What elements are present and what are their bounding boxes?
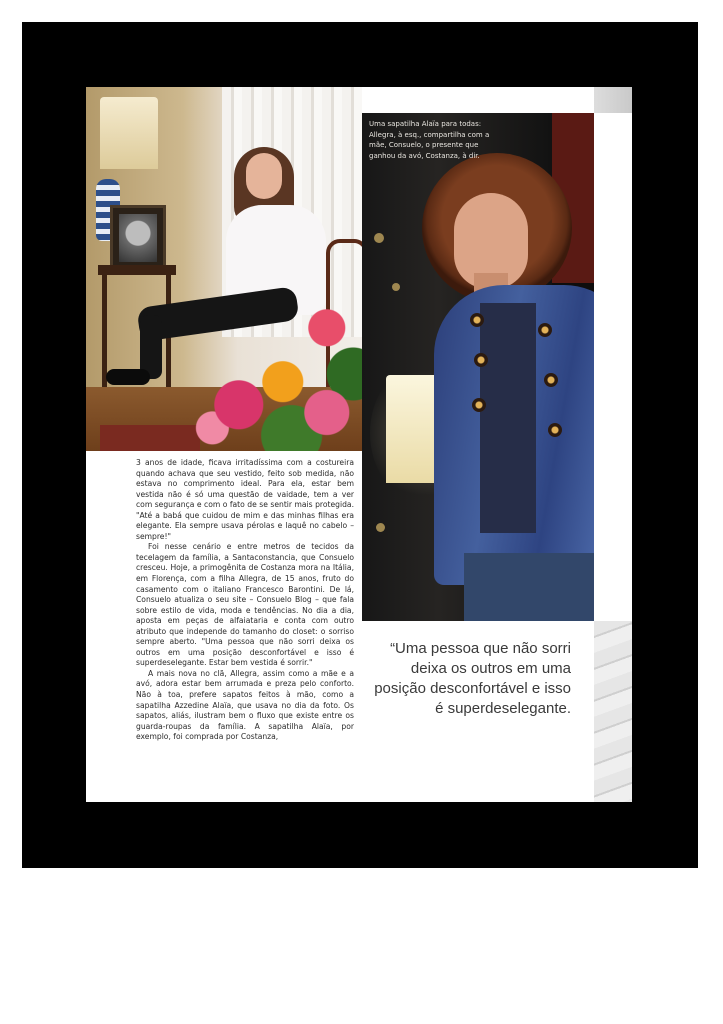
jacket-embroidery bbox=[548, 423, 562, 437]
body-paragraph: 3 anos de idade, ficava irritadíssima com a costureira quando achava que seu vestido, feito sob medida, não estava no comprimento ideal. Para ela, estar bem vestida não é só uma questão de vaidade, tem a ver com segurança e com o fato de se sentir mais protegida. "Até a babá que cuidou de mim e das minhas filhas era elegante. Ela sempre usava pérolas e laquê no cabelo – sempre!" bbox=[136, 458, 354, 541]
jacket-embroidery bbox=[544, 373, 558, 387]
strip-top-shade bbox=[594, 87, 632, 113]
photo-caption: Uma sapatilha Alaïa para todas: Allegra, à esq., compartilha com a mãe, Consuelo, o presente que ganhou da avó, Costanza, à dir. bbox=[369, 120, 490, 160]
side-table bbox=[98, 265, 176, 275]
wall-lamp bbox=[100, 97, 158, 169]
dark-shirt bbox=[480, 303, 536, 533]
jacket-embroidery bbox=[470, 313, 484, 327]
screen-flower bbox=[376, 523, 385, 532]
framed-portrait bbox=[110, 205, 166, 273]
marble-texture bbox=[594, 621, 632, 802]
jacket-embroidery bbox=[474, 353, 488, 367]
screen-flower bbox=[392, 283, 400, 291]
screen-flower bbox=[374, 233, 384, 243]
body-paragraph: A mais nova no clã, Allegra, assim como a mãe e a avó, adora estar bem arrumada e preza pelo conforto. Não à toa, prefere sapatos feitos à mão, como a sapatilha Azzedine Alaïa, que usava no dia da foto. Os sapatos, aliás, ilustram bem o fluxo que existe entre os guarda-roupas da família. A sapatilha Alaïa, por exemplo, foi comprada por Costanza, bbox=[136, 668, 354, 742]
girl-face bbox=[246, 153, 282, 199]
body-paragraph: Foi nesse cenário e entre metros de tecidos da tecelagem da família, a Santaconstancia, que Consuelo cresceu. Hoje, a primogênita de Costanza mora na Itália, em Florença, com a filha Allegra, de 15 anos, fruto do casamento com o italiano Francesco Barontini. De lá, Consuelo atualiza o seu site – Consuelo Blog – que fala sobre estilo de vida, moda e tendências. No dia a dia, aposta em peças de alfaiataria e conta com outro atributo que independe do tamanho do closet: o sorriso sempre aberto. "Uma pessoa que não sorri deixa os outros em uma posição desconfortável e isso é superdeselegante. Estar bem vestida é sorrir." bbox=[136, 542, 354, 668]
flower-arrangement bbox=[186, 297, 362, 451]
article-body bbox=[136, 458, 354, 743]
magazine-page bbox=[86, 87, 632, 802]
rug bbox=[100, 425, 200, 451]
photo-allegra bbox=[86, 87, 362, 451]
jacket-embroidery bbox=[472, 398, 486, 412]
pull-quote: “Uma pessoa que não sorri deixa os outros em uma posição desconfortável e isso é superdeselegante. bbox=[374, 640, 571, 717]
flat-shoe bbox=[106, 369, 150, 385]
photo-costanza bbox=[362, 113, 632, 621]
jacket-embroidery bbox=[538, 323, 552, 337]
